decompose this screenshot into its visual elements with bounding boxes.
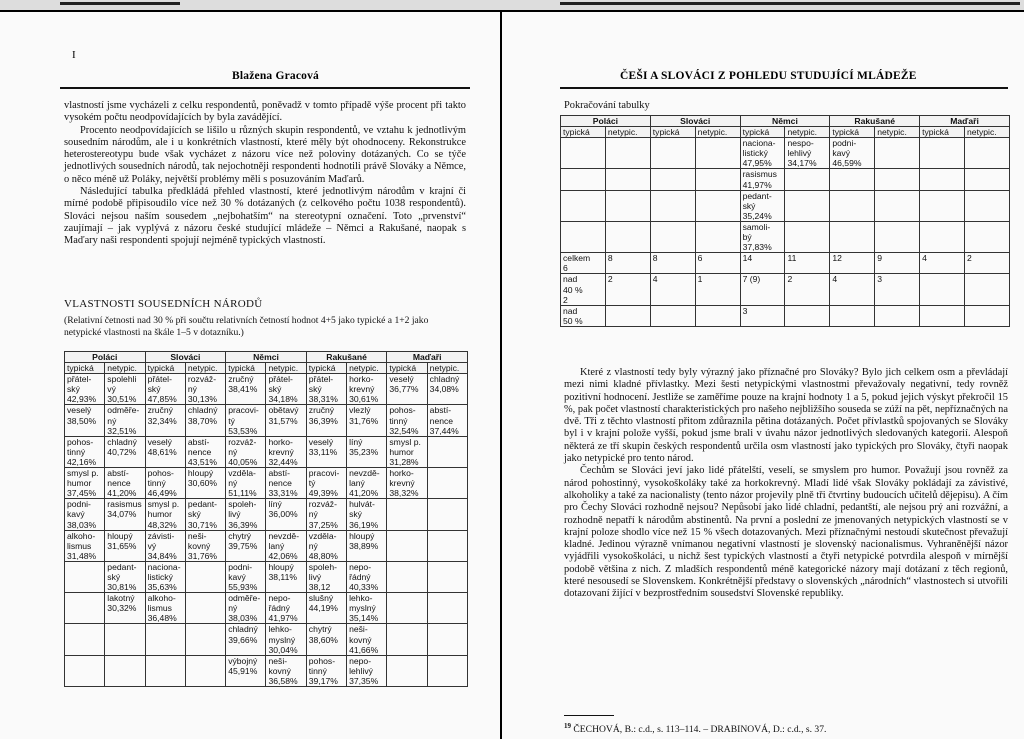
column-subheader: typická bbox=[650, 127, 695, 138]
table-cell: smysl p. humor 48,32% bbox=[145, 499, 185, 530]
table-cell bbox=[965, 190, 1010, 221]
table-cell: lehko- myslný 35,14% bbox=[347, 593, 387, 624]
footnote bbox=[564, 722, 1004, 735]
table-cell: 4 bbox=[830, 274, 875, 305]
table-cell bbox=[875, 138, 920, 169]
table-cell: přátel- ský 34,18% bbox=[266, 374, 306, 405]
footnote-rule bbox=[564, 715, 614, 716]
sub-header-row bbox=[561, 127, 1010, 138]
table-cell: pohos- tinný 42,16% bbox=[65, 436, 105, 467]
table-cell: hulvát- ský 36,19% bbox=[347, 499, 387, 530]
nation-header-row bbox=[561, 116, 1010, 127]
table-row bbox=[561, 138, 1010, 169]
table-cell bbox=[185, 655, 225, 686]
table-cell bbox=[920, 138, 965, 169]
nation-header-row bbox=[65, 352, 468, 363]
table-cell bbox=[65, 624, 105, 655]
table-cell: slušný 44,19% bbox=[306, 593, 346, 624]
nation-header: Slováci bbox=[650, 116, 740, 127]
table-cell bbox=[561, 138, 606, 169]
table-cell bbox=[387, 499, 427, 530]
table-cell: nepo- lehlivý 37,35% bbox=[347, 655, 387, 686]
column-subheader: netypic. bbox=[965, 127, 1010, 138]
table-cell bbox=[561, 169, 606, 190]
table-cell: rasismus 41,97% bbox=[740, 169, 785, 190]
table-cell: neši- kovný 36,58% bbox=[266, 655, 306, 686]
table-cell bbox=[920, 190, 965, 221]
table-row bbox=[65, 530, 468, 561]
table-cell: rozváž- ný 37,25% bbox=[306, 499, 346, 530]
paragraph: Čechům se Slováci jeví jako lidé přátelští, veselí, se smyslem pro humor. Považují jsou rovněž za národ pohostinný, vysokoškoláky také za horkokrevný. Mladí lidé však Slováky pokládají za závistivé, alkoholiky a také za nacionalisty (tento názor projevily plně tři čtvrtiny budoucích učitelů dějepisu). A čím pro Čechy Slováci rozhodně nejsou? Nepůsobí jako lidé chladní, pedantští, ale nejsou prý ani rozvážní, a rozhodně nepatří k národům abstinentů. Na první a poslední ze jmenovaných netypických vlastností se v krajní poloze shodlo více než 15 % všech dotazovaných. Mezi příznačnými nestoudí skutečnost převažují kladné. Jedinou výrazně vnímanou negativní vlastností je slovenský nacionalismus. Vyhraněnější názor vyjádřili vysokoškoláci, u nichž šest typických vlastností a čtyři netypické potvrdila alespoň v mírnější podobě většina z nich. Z mladších respondentů méně kategorické názory mají dotázaní z těch regionů, které nesousedí se Slovenskem. Konkrétnější představy o slovenských „národních“ vlastnostech si utvořili dotazovaní žijící v bezprostředním sousedství Slovenské republiky. bbox=[564, 465, 1008, 600]
table-cell: lakotný 30,32% bbox=[105, 593, 145, 624]
table-cell: 11 bbox=[785, 253, 830, 274]
table-row bbox=[65, 499, 468, 530]
nation-header: Poláci bbox=[65, 352, 146, 363]
table-cell: chladný 38,70% bbox=[185, 405, 225, 436]
table-cell: pedant- ský 35,24% bbox=[740, 190, 785, 221]
table-cell: zručný 36,39% bbox=[306, 405, 346, 436]
header-rule bbox=[560, 87, 1008, 89]
table-cell: vzděla- ný 48,80% bbox=[306, 530, 346, 561]
table-cell bbox=[605, 221, 650, 252]
table-cell: 2 bbox=[605, 274, 650, 305]
table-cell bbox=[145, 624, 185, 655]
table-cell: neši- kovný 41,66% bbox=[347, 624, 387, 655]
table-cell: 4 bbox=[650, 274, 695, 305]
traits-table-continued bbox=[560, 115, 1010, 327]
table-cell: horko- krevný 32,44% bbox=[266, 436, 306, 467]
table-cell bbox=[920, 169, 965, 190]
table-cell: obětavý 31,57% bbox=[266, 405, 306, 436]
table-cell: spoleh- livý 38,12 bbox=[306, 561, 346, 592]
table-cell: výbojný 45,91% bbox=[226, 655, 266, 686]
table-cell: chladný 34,08% bbox=[427, 374, 467, 405]
column-subheader: netypic. bbox=[185, 363, 225, 374]
column-subheader: typická bbox=[920, 127, 965, 138]
table-row bbox=[65, 468, 468, 499]
table-row bbox=[65, 593, 468, 624]
table-cell bbox=[185, 593, 225, 624]
table-cell: veselý 38,50% bbox=[65, 405, 105, 436]
table-cell bbox=[875, 221, 920, 252]
table-cell bbox=[145, 655, 185, 686]
table-cell bbox=[785, 169, 830, 190]
table-cell bbox=[785, 190, 830, 221]
paragraph: vlastností jsme vycházeli z celku respondentů, poněvadž v tomto případě výše procent při takto vysokém počtu neodpovídajících by byla zavádějící. bbox=[64, 100, 466, 124]
right-page bbox=[502, 12, 1024, 739]
table-cell: líný 35,23% bbox=[347, 436, 387, 467]
table-cell: chytrý 38,60% bbox=[306, 624, 346, 655]
column-subheader: netypic. bbox=[875, 127, 920, 138]
table-row bbox=[561, 190, 1010, 221]
table-cell bbox=[605, 190, 650, 221]
table-cell: samoli- bý 37,83% bbox=[740, 221, 785, 252]
table-cell: abstí- nence 43,51% bbox=[185, 436, 225, 467]
table-cell: hloupý 30,60% bbox=[185, 468, 225, 499]
table-cell: vlezlý 31,76% bbox=[347, 405, 387, 436]
table-cell bbox=[427, 655, 467, 686]
body-text bbox=[64, 100, 466, 248]
table-cell bbox=[105, 624, 145, 655]
table-row bbox=[561, 169, 1010, 190]
table-cell: lehko- myslný 30,04% bbox=[266, 624, 306, 655]
table-cell bbox=[695, 221, 740, 252]
table-cell: odměře- ný 32,51% bbox=[105, 405, 145, 436]
column-subheader: netypic. bbox=[105, 363, 145, 374]
table-cell: 2 bbox=[965, 253, 1010, 274]
column-subheader: netypic. bbox=[605, 127, 650, 138]
table-cell: přátel- ský 42,93% bbox=[65, 374, 105, 405]
table-cell: veselý 36,77% bbox=[387, 374, 427, 405]
table-cell bbox=[65, 561, 105, 592]
table-row bbox=[65, 655, 468, 686]
column-subheader: typická bbox=[226, 363, 266, 374]
table-cell bbox=[965, 221, 1010, 252]
body-text bbox=[564, 367, 1008, 601]
table-cell: 3 bbox=[875, 274, 920, 305]
table-cell bbox=[920, 221, 965, 252]
table-cell bbox=[185, 561, 225, 592]
section-note: (Relativní četnosti nad 30 % při součtu relativních četností hodnot 4+5 jako typické a 1+2 jako netypické vlastnosti na škále 1–5 v dotazníku.) bbox=[64, 315, 429, 338]
table-cell: abstí- nence 41,20% bbox=[105, 468, 145, 499]
table-cell: spoleh- livý 36,39% bbox=[226, 499, 266, 530]
table-cell: hloupý 38,11% bbox=[266, 561, 306, 592]
table-row bbox=[65, 436, 468, 467]
table-cell bbox=[650, 169, 695, 190]
table-cell bbox=[830, 169, 875, 190]
footnote-mark: 19 bbox=[564, 722, 571, 730]
table-cell bbox=[561, 190, 606, 221]
table-cell bbox=[427, 436, 467, 467]
column-subheader: netypic. bbox=[427, 363, 467, 374]
table-cell bbox=[561, 221, 606, 252]
table-cell bbox=[427, 530, 467, 561]
table-cell bbox=[965, 305, 1010, 326]
table-cell: pedant- ský 30,71% bbox=[185, 499, 225, 530]
table-cell: abstí- nence 37,44% bbox=[427, 405, 467, 436]
table-cell bbox=[427, 561, 467, 592]
table-row bbox=[65, 624, 468, 655]
table-row bbox=[561, 305, 1010, 326]
table-cell: neši- kovný 31,76% bbox=[185, 530, 225, 561]
table-cell bbox=[605, 169, 650, 190]
table-cell bbox=[695, 305, 740, 326]
table-cell: přátel- ský 38,31% bbox=[306, 374, 346, 405]
table-cell bbox=[605, 138, 650, 169]
table-cell: rasismus 34,07% bbox=[105, 499, 145, 530]
table-cell bbox=[387, 561, 427, 592]
table-cell: pohos- tinný 32,54% bbox=[387, 405, 427, 436]
table-cell: horko- krevný 30,61% bbox=[347, 374, 387, 405]
table-cell bbox=[875, 305, 920, 326]
table-cell bbox=[695, 169, 740, 190]
table-cell: závisti- vý 34,84% bbox=[145, 530, 185, 561]
table-cell: chladný 40,72% bbox=[105, 436, 145, 467]
table-cell: pedant- ský 30,81% bbox=[105, 561, 145, 592]
table-cell bbox=[65, 593, 105, 624]
table-cell: spolehli vý 30,51% bbox=[105, 374, 145, 405]
table-cell bbox=[785, 305, 830, 326]
table-cell bbox=[427, 499, 467, 530]
nation-header: Němci bbox=[740, 116, 830, 127]
footnote-text: ČECHOVÁ, B.: c.d., s. 113–114. – DRABINOVÁ, D.: c.d., s. 37. bbox=[573, 724, 827, 736]
table-cell: 8 bbox=[650, 253, 695, 274]
table-cell: nad 40 % 2 bbox=[561, 274, 606, 305]
table-cell: líný 36,00% bbox=[266, 499, 306, 530]
table-cell: podni- kavý 38,03% bbox=[65, 499, 105, 530]
table-cell bbox=[920, 274, 965, 305]
table-cell: 4 bbox=[920, 253, 965, 274]
table-cell bbox=[695, 138, 740, 169]
table-cell: naciona- listický 47,95% bbox=[740, 138, 785, 169]
table-cell: zručný 38,41% bbox=[226, 374, 266, 405]
table-cell: pohos- tinný 46,49% bbox=[145, 468, 185, 499]
table-cell bbox=[387, 530, 427, 561]
table-cell bbox=[965, 274, 1010, 305]
table-cell: 6 bbox=[695, 253, 740, 274]
table-cell bbox=[650, 190, 695, 221]
column-subheader: typická bbox=[830, 127, 875, 138]
table-cell: chladný 39,66% bbox=[226, 624, 266, 655]
table-cell bbox=[965, 169, 1010, 190]
table-cell: 9 bbox=[875, 253, 920, 274]
table-cell: pohos- tinný 39,17% bbox=[306, 655, 346, 686]
nation-header: Poláci bbox=[561, 116, 651, 127]
table-cell bbox=[875, 169, 920, 190]
left-page bbox=[0, 12, 500, 739]
nation-header: Slováci bbox=[145, 352, 226, 363]
table-cell bbox=[185, 624, 225, 655]
nation-header: Rakušané bbox=[306, 352, 387, 363]
table-row bbox=[561, 274, 1010, 305]
table-cell: pracovi- tý 53,53% bbox=[226, 405, 266, 436]
table-cell bbox=[695, 190, 740, 221]
table-cell bbox=[920, 305, 965, 326]
table-cell bbox=[387, 624, 427, 655]
running-header-author: Blažena Gracová bbox=[232, 70, 319, 82]
sub-header-row bbox=[65, 363, 468, 374]
nation-header: Němci bbox=[226, 352, 307, 363]
table-cell: podni- kavý 46,59% bbox=[830, 138, 875, 169]
table-cell bbox=[387, 593, 427, 624]
column-subheader: typická bbox=[145, 363, 185, 374]
column-subheader: typická bbox=[561, 127, 606, 138]
table-cell: hloupý 38,89% bbox=[347, 530, 387, 561]
table-cell: přátel- ský 47,85% bbox=[145, 374, 185, 405]
column-subheader: netypic. bbox=[266, 363, 306, 374]
table-cell bbox=[650, 138, 695, 169]
table-cell bbox=[785, 221, 830, 252]
table-cell: 2 bbox=[785, 274, 830, 305]
table-cell bbox=[830, 305, 875, 326]
table-cell: rozváž- ný 30,13% bbox=[185, 374, 225, 405]
table-cell: horko- krevný 38,32% bbox=[387, 468, 427, 499]
table-cell: nespo- lehlivý 34,17% bbox=[785, 138, 830, 169]
table-cell: 3 bbox=[740, 305, 785, 326]
table-cell: celkem 6 bbox=[561, 253, 606, 274]
nation-header: Rakušané bbox=[830, 116, 920, 127]
running-header-title: ČEŠI A SLOVÁCI Z POHLEDU STUDUJÍCÍ MLÁDEŽE bbox=[620, 70, 917, 82]
column-subheader: netypic. bbox=[785, 127, 830, 138]
table-cell: nepo- řádný 41,97% bbox=[266, 593, 306, 624]
table-cell: 1 bbox=[695, 274, 740, 305]
table-cell: naciona- listický 35,63% bbox=[145, 561, 185, 592]
table-cell bbox=[427, 593, 467, 624]
table-cell bbox=[650, 221, 695, 252]
table-cell: smysl p. humor 37,45% bbox=[65, 468, 105, 499]
table-cell: nevzdě- laný 41,20% bbox=[347, 468, 387, 499]
table-cell: pracovi- tý 49,39% bbox=[306, 468, 346, 499]
table-cell bbox=[875, 190, 920, 221]
table-cell: alkoho- lismus 36,48% bbox=[145, 593, 185, 624]
table-cell: nepo- řádný 40,33% bbox=[347, 561, 387, 592]
paragraph: Následující tabulka předkládá přehled vlastností, které jednotlivým národům v krajní či mírné podobě připisoudilo více než 30 % dotázaných (z celkového počtu 1038 respondentů). Slováci nejsou naším sousedem „nejbohatším“ na stereotypní označení. Toto „prvenství“ zaujímají – jak vyplývá z názoru české studující mládeže – Němci a Rakušané, naopak s Maďary naši respondenti spojují nejméně typických vlastností. bbox=[64, 186, 466, 247]
table-cell: zručný 32,34% bbox=[145, 405, 185, 436]
table-cell: 14 bbox=[740, 253, 785, 274]
paragraph: Procento neodpovídajících se lišilo u různých skupin respondentů, ve vztahu k jednotlivým sousedním národům, ale i u konkrétních vlastností, které měly být ohodnoceny. Rekonstrukce heterostereotypu bude však vycházet z názoru více než poloviny dotázaných. Co se týče jednotlivých sousedních národů, tak nejochotněji respondenti hodnotili právě Slováky a Němce, o něco méně už Poláky, největší problémy měli s posuzováním Maďarů. bbox=[64, 124, 466, 185]
table-cell bbox=[965, 138, 1010, 169]
table-cell bbox=[427, 624, 467, 655]
table-cell bbox=[650, 305, 695, 326]
column-subheader: typická bbox=[306, 363, 346, 374]
section-title: VLASTNOSTI SOUSEDNÍCH NÁRODŮ bbox=[64, 298, 263, 310]
table-cell bbox=[65, 655, 105, 686]
column-subheader: netypic. bbox=[347, 363, 387, 374]
column-subheader: typická bbox=[65, 363, 105, 374]
table-cell: 8 bbox=[605, 253, 650, 274]
table-cell: 12 bbox=[830, 253, 875, 274]
paragraph: Které z vlastností tedy byly výrazný jako příznačné pro Slováky? Bylo jich celkem osm a převládají mezi nimi kladné přívlastky. Mezi šesti netypickými vlastnostmi převažovaly negativní, tedy rovněž pozitivní hodnocení. Jestliže se zaměříme pouze na krajní hodnoty 1 a 5, pokud jejich výskyt překročil 15 %, pak počet vlastností charakteristických pro našeho nejbližšího souseda se zúží na pět, nepříznačných na dvě. Tři z těchto vlastností přitom zdůraznila pětina dotázaných. Počet přívlastků spojovaných se Slováky byl i v krajní polože vyšší, pokud jsme brali v úvahu názor jednotlivých sledovaných kategorií. Alespoň některá ze tří skupin českých respondentů určila osm vlastností jako typických pro Slováky, čtyři naopak jako netypické pro tento národ. bbox=[564, 367, 1008, 465]
table-row bbox=[561, 253, 1010, 274]
table-cell bbox=[387, 655, 427, 686]
table-cell: abstí- nence 33,31% bbox=[266, 468, 306, 499]
table-cell: nevzdě- laný 42,06% bbox=[266, 530, 306, 561]
table-row bbox=[65, 561, 468, 592]
column-subheader: netypic. bbox=[695, 127, 740, 138]
table-cell bbox=[105, 655, 145, 686]
table-cell bbox=[605, 305, 650, 326]
nation-header: Maďaři bbox=[387, 352, 468, 363]
traits-table bbox=[64, 351, 468, 687]
table-cell: hloupý 31,65% bbox=[105, 530, 145, 561]
nation-header: Maďaři bbox=[920, 116, 1010, 127]
column-subheader: typická bbox=[387, 363, 427, 374]
table-cell: vzděla- ný 51,11% bbox=[226, 468, 266, 499]
table-cell: veselý 48,61% bbox=[145, 436, 185, 467]
table-row bbox=[65, 405, 468, 436]
table-cell: alkoho- lismus 31,48% bbox=[65, 530, 105, 561]
table-cell: odměře- ný 38,03% bbox=[226, 593, 266, 624]
page-number: I bbox=[72, 49, 76, 61]
table-cell: 7 (9) bbox=[740, 274, 785, 305]
table-cell: veselý 33,11% bbox=[306, 436, 346, 467]
table-cell: nad 50 % bbox=[561, 305, 606, 326]
table-cell: chytrý 39,75% bbox=[226, 530, 266, 561]
header-rule bbox=[60, 87, 470, 89]
table-row bbox=[65, 374, 468, 405]
table-cell bbox=[830, 221, 875, 252]
scan-top-strip bbox=[0, 0, 1024, 10]
continuation-caption: Pokračování tabulky bbox=[564, 100, 650, 111]
table-cell: rozváž- ný 40,05% bbox=[226, 436, 266, 467]
table-cell bbox=[427, 468, 467, 499]
table-row bbox=[561, 221, 1010, 252]
table-cell: smysl p. humor 31,28% bbox=[387, 436, 427, 467]
table-cell bbox=[830, 190, 875, 221]
column-subheader: typická bbox=[740, 127, 785, 138]
table-cell: podni- kavý 55,93% bbox=[226, 561, 266, 592]
